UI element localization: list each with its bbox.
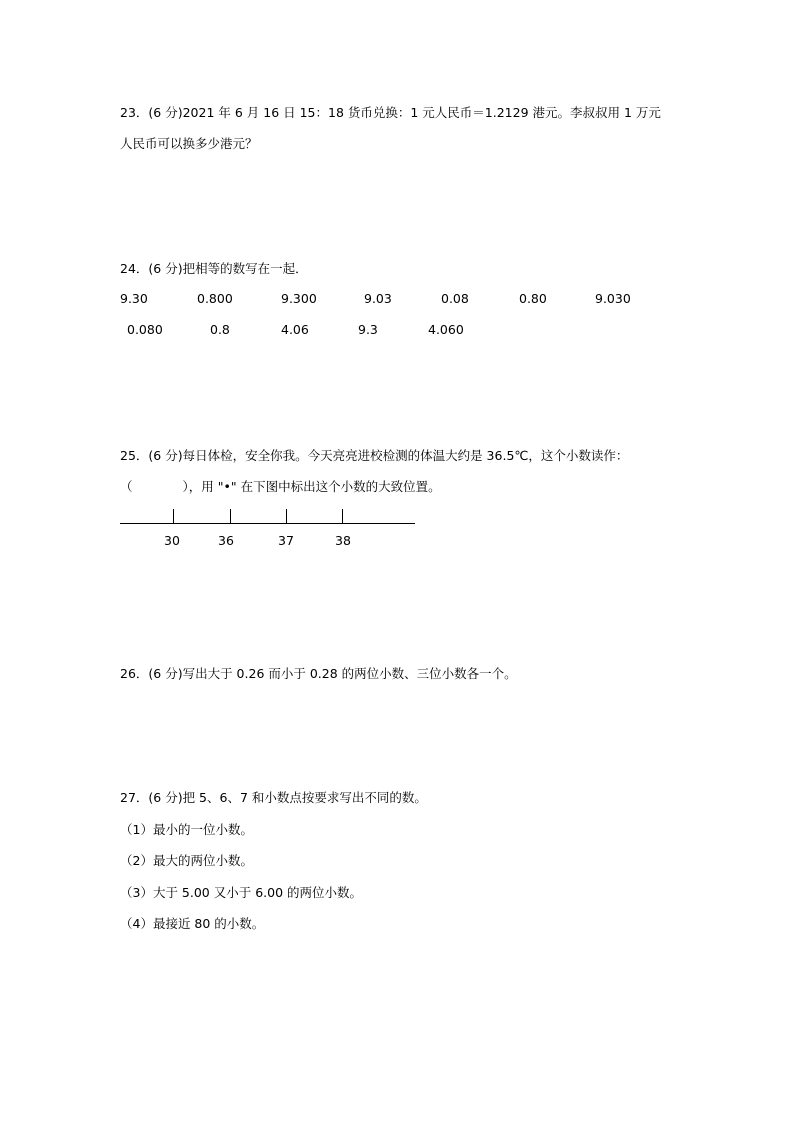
number-line-tick-label: 38 bbox=[335, 533, 351, 548]
number-line-tick bbox=[342, 509, 343, 523]
q24-value: 9.030 bbox=[595, 291, 631, 306]
q27-item: （1）最小的一位小数。 bbox=[120, 822, 253, 837]
q24-value: 0.08 bbox=[441, 291, 469, 306]
number-line-tick bbox=[286, 509, 287, 523]
number-line-tick-label: 30 bbox=[164, 533, 180, 548]
q24-value: 4.060 bbox=[428, 322, 464, 337]
q24-value: 9.3 bbox=[358, 322, 378, 337]
q24-value: 0.800 bbox=[197, 291, 233, 306]
q27-stem: 27．(6 分)把 5、6、7 和小数点按要求写出不同的数。 bbox=[120, 790, 427, 805]
q25-line2: （ ），用 "•" 在下图中标出这个小数的大致位置。 bbox=[120, 479, 441, 494]
number-line-tick-label: 37 bbox=[278, 533, 294, 548]
number-line-tick-label: 36 bbox=[218, 533, 234, 548]
q27-item: （4）最接近 80 的小数。 bbox=[120, 916, 265, 931]
q24-value: 0.080 bbox=[127, 322, 163, 337]
number-line-tick bbox=[173, 509, 174, 523]
q24-stem: 24．(6 分)把相等的数写在一起． bbox=[120, 261, 308, 276]
q24-value: 0.8 bbox=[210, 322, 230, 337]
q24-value: 9.300 bbox=[281, 291, 317, 306]
q27-item: （3）大于 5.00 又小于 6.00 的两位小数。 bbox=[120, 885, 363, 900]
number-line-tick bbox=[230, 509, 231, 523]
q26-stem: 26．(6 分)写出大于 0.26 而小于 0.28 的两位小数、三位小数各一个。 bbox=[120, 666, 517, 681]
q24-value: 9.03 bbox=[364, 291, 392, 306]
q27-item: （2）最大的两位小数。 bbox=[120, 853, 253, 868]
q23-line2: 人民币可以换多少港元？ bbox=[120, 136, 258, 151]
q23-line1: 23．(6 分)2021 年 6 月 16 日 15：18 货币兑换：1 元人民币＝1.2129 港元。李叔叔用 1 万元 bbox=[120, 105, 661, 120]
number-line-axis bbox=[120, 523, 415, 524]
q24-value: 9.30 bbox=[120, 291, 148, 306]
q24-value: 0.80 bbox=[519, 291, 547, 306]
q25-line1: 25．(6 分)每日体检，安全你我。今天亮亮进校检测的体温大约是 36.5℃，这个小数读作： bbox=[120, 448, 629, 463]
q24-value: 4.06 bbox=[281, 322, 309, 337]
